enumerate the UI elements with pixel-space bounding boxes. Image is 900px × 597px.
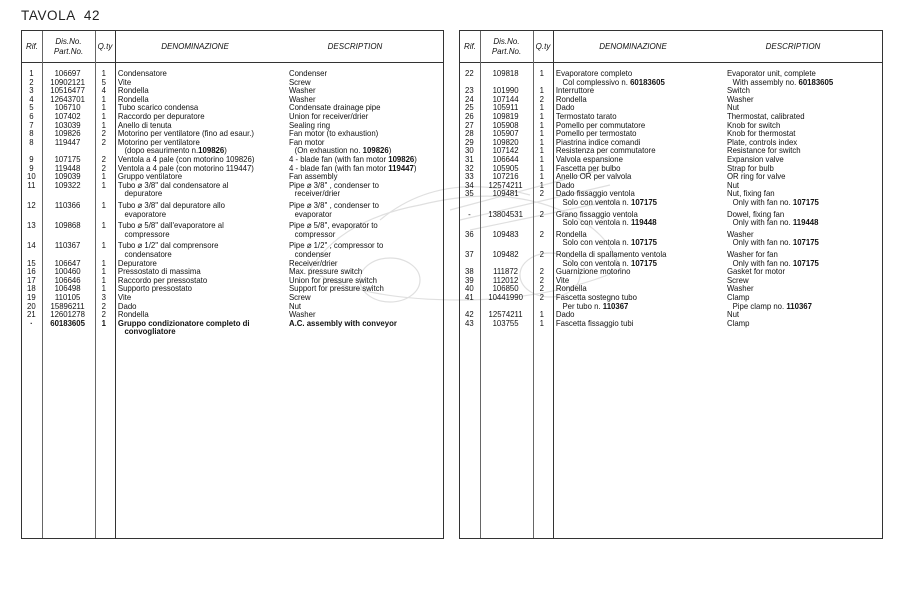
denominazione-cell: Dado — [555, 179, 575, 190]
rif-cell: 8 — [29, 136, 34, 147]
qty-cell: 1 — [539, 171, 544, 182]
rif-cell: 15 — [27, 257, 36, 268]
qty-cell: 1 — [539, 317, 544, 328]
denominazione-cell: Termostato tarato — [555, 111, 617, 121]
denominazione-cell: Rondella — [117, 85, 149, 96]
qty-cell: 1 — [101, 283, 106, 294]
qty-cell: 2 — [539, 188, 544, 199]
rif-cell: 2 — [29, 76, 34, 87]
rif-cell: 41 — [465, 292, 474, 302]
description-cell: Sealing ring — [288, 119, 331, 130]
denominazione-cell: Pressostato di massima — [117, 266, 201, 277]
denominazione-cell: Dado — [555, 102, 575, 113]
denominazione-cell: Resistenza per commutatore — [555, 145, 656, 156]
rif-cell: 16 — [27, 266, 36, 277]
qty-cell: 1 — [539, 179, 544, 190]
rif-cell: 11 — [27, 179, 36, 190]
rif-cell: 43 — [465, 317, 474, 328]
part-number-cell: 106710 — [54, 102, 81, 113]
part-number-cell: 103755 — [492, 317, 519, 328]
qty-cell: 2 — [539, 292, 544, 302]
qty-cell: 1 — [101, 240, 106, 251]
header-dis-no-label: Dis.No. — [493, 36, 520, 46]
description-cell: Thermostat, calibrated — [726, 111, 805, 121]
part-number-cell: 109868 — [54, 220, 81, 231]
part-number-cell: 106850 — [492, 283, 519, 294]
header-rif: Rif. — [26, 41, 38, 51]
denominazione-cell: Vite — [117, 292, 132, 302]
part-number-cell: 119447 — [54, 136, 81, 147]
description-cell: Washer — [288, 309, 316, 320]
qty-cell: 1 — [539, 119, 544, 130]
description-cell: Pipe ⌀ 5/8'', evaporator to — [288, 220, 378, 231]
rif-cell: 13 — [27, 220, 36, 231]
description-cell: Clamp — [726, 292, 750, 302]
header-part-no-label: Part.No. — [491, 46, 522, 56]
qty-cell: 1 — [539, 68, 544, 78]
header-denominazione: DENOMINAZIONE — [599, 41, 667, 51]
header-rif: Rif. — [464, 41, 476, 51]
description-cell: Pipe ⌀ 1/2'' , compressor to — [288, 240, 384, 251]
qty-cell: 1 — [539, 102, 544, 113]
denominazione-cell: evaporatore — [124, 208, 167, 219]
part-number-cell: 109482 — [492, 249, 519, 259]
part-number-cell: 107216 — [492, 171, 519, 182]
rif-cell: 23 — [465, 85, 474, 96]
header-description: DESCRIPTION — [765, 41, 821, 51]
qty-cell: 4 — [101, 85, 106, 96]
description-cell: 4 - blade fan (with fan motor 109826) — [288, 154, 417, 164]
denominazione-cell: Motorino per ventilatore — [117, 136, 200, 147]
qty-cell: 2 — [101, 300, 106, 311]
description-cell: Nut — [726, 309, 740, 320]
part-number-cell: 119448 — [54, 162, 81, 173]
rif-cell: 21 — [27, 309, 36, 320]
description-cell: Nut, fixing fan — [726, 188, 775, 199]
part-number-cell: 12601278 — [50, 309, 85, 320]
qty-cell: 1 — [101, 111, 106, 121]
rif-cell: - — [468, 208, 471, 219]
qty-cell: 1 — [101, 274, 106, 285]
qty-cell: 2 — [101, 136, 106, 147]
rif-cell: 1 — [29, 68, 34, 78]
description-cell: Washer — [726, 283, 754, 294]
denominazione-cell: Raccordo per pressostato — [117, 274, 208, 285]
denominazione-cell: Anello OR per valvola — [555, 171, 632, 182]
qty-cell: 2 — [101, 128, 106, 139]
qty-cell: 1 — [101, 102, 106, 113]
rif-cell: 12 — [27, 200, 36, 210]
part-number-cell: 13804531 — [488, 208, 523, 219]
description-cell: Knob for thermostat — [726, 128, 796, 139]
header-part-no — [42, 31, 95, 62]
header-denominazione: DENOMINAZIONE — [161, 41, 229, 51]
denominazione-cell: Solo con ventola n. 107175 — [562, 257, 658, 268]
denominazione-cell: Gruppo ventilatore — [117, 171, 183, 182]
rif-cell: 14 — [27, 240, 36, 251]
description-cell: Expansion valve — [726, 154, 784, 164]
qty-cell: 1 — [101, 119, 106, 130]
description-cell: Nut — [288, 300, 302, 311]
qty-cell: 1 — [101, 68, 106, 78]
rif-cell: 30 — [465, 145, 474, 156]
description-cell: Resistance for switch — [726, 145, 801, 156]
description-cell: Dowel, fixing fan — [726, 208, 785, 219]
qty-cell: 2 — [539, 228, 544, 239]
denominazione-cell: Fascetta per bulbo — [555, 162, 621, 173]
description-cell: Nut — [726, 179, 740, 190]
rif-cell: 26 — [465, 111, 474, 121]
denominazione-cell: Motorino per ventilatore (fino ad esaur.) — [117, 128, 255, 139]
rif-cell: 27 — [465, 119, 474, 130]
denominazione-cell: Dado — [555, 309, 575, 320]
denominazione-cell: Depuratore — [117, 257, 157, 268]
denominazione-cell: condensatore — [124, 249, 172, 259]
table-number: 42 — [83, 8, 101, 23]
denominazione-cell: (dopo esaurimento n.109826) — [124, 145, 227, 156]
rif-cell: 10 — [27, 171, 36, 182]
qty-cell: 1 — [101, 179, 106, 190]
title-label: TAVOLA — [21, 8, 76, 23]
qty-cell: 2 — [101, 309, 106, 320]
description-cell: Strap for bulb — [726, 162, 774, 173]
part-number-cell: 109481 — [492, 188, 519, 199]
description-cell: Screw — [726, 274, 749, 285]
rif-cell: 42 — [465, 309, 474, 320]
rif-cell: 19 — [27, 292, 36, 302]
description-cell: Condensate drainage pipe — [288, 102, 381, 113]
description-cell: Screw — [288, 292, 311, 302]
qty-cell: 1 — [101, 257, 106, 268]
qty-cell: 1 — [101, 220, 106, 231]
rif-cell: 33 — [465, 171, 474, 182]
description-cell: Max. pressure switch — [288, 266, 363, 277]
part-number-cell: 105908 — [492, 119, 519, 130]
description-cell: Union for pressure switch — [288, 274, 377, 285]
part-number-cell: 110366 — [54, 200, 81, 210]
part-number-cell: 12643701 — [50, 93, 85, 104]
denominazione-cell: Valvola espansione — [555, 154, 623, 164]
part-number-cell: 110105 — [54, 292, 81, 302]
denominazione-cell: Evaporatore completo — [555, 68, 633, 78]
description-cell: Evaporator unit, complete — [726, 68, 816, 78]
description-cell: evaporator — [294, 208, 332, 219]
denominazione-cell: Tubo ⌀ 3/8'' dal depuratore allo — [117, 200, 225, 210]
rif-cell: 36 — [465, 228, 474, 239]
qty-cell: 1 — [101, 171, 106, 182]
denominazione-cell: Tubo ⌀ 1/2'' dal comprensore — [117, 240, 219, 251]
description-cell: Pipe clamp no. 110367 — [732, 300, 812, 311]
denominazione-cell: Fascetta fissaggio tubi — [555, 317, 634, 328]
part-number-cell: 106644 — [492, 154, 519, 164]
qty-cell: 2 — [539, 266, 544, 277]
qty-cell: 2 — [101, 162, 106, 173]
header-part-no-label: Part.No. — [53, 46, 84, 56]
denominazione-cell: Rondella — [117, 93, 149, 104]
description-cell: Washer — [726, 228, 754, 239]
qty-cell: 1 — [539, 136, 544, 147]
denominazione-cell: Dado — [117, 300, 137, 311]
denominazione-cell: Per tubo n. 110367 — [562, 300, 629, 311]
qty-cell: 2 — [539, 249, 544, 259]
description-cell: Gasket for motor — [726, 266, 786, 277]
denominazione-cell: Rondella di spallamento ventola — [555, 249, 667, 259]
part-number-cell: 110367 — [54, 240, 81, 251]
rif-cell: 24 — [465, 93, 474, 104]
description-cell: receiver/drier — [294, 188, 341, 199]
part-number-cell: 107402 — [54, 111, 81, 121]
rif-cell: 25 — [465, 102, 474, 113]
part-number-cell: 109322 — [54, 179, 81, 190]
description-cell: Washer for fan — [726, 249, 778, 259]
denominazione-cell: Interruttore — [555, 85, 595, 96]
rif-cell: · — [30, 317, 33, 328]
rif-cell: 20 — [27, 300, 36, 311]
parts-table-left — [21, 30, 444, 539]
denominazione-cell: Tubo ⌀ 5/8'' dall'evaporatore al — [117, 220, 224, 231]
part-number-cell: 109483 — [492, 228, 519, 239]
description-cell: OR ring for valve — [726, 171, 786, 182]
rif-cell: 7 — [29, 119, 34, 130]
rif-cell: 31 — [465, 154, 474, 164]
header-qty: Q.ty — [535, 41, 551, 51]
description-cell: Only with fan no. 107175 — [732, 237, 819, 248]
description-cell: 4 - blade fan (with fan motor 119447) — [288, 162, 417, 173]
part-number-cell: 60183605 — [50, 317, 85, 328]
denominazione-cell: depuratore — [124, 188, 163, 199]
part-number-cell: 109820 — [492, 136, 519, 147]
denominazione-cell: Solo con ventola n. 107175 — [562, 197, 658, 207]
denominazione-cell: Pomello per commutatore — [555, 119, 646, 130]
rif-cell: 22 — [465, 68, 474, 78]
part-number-cell: 12574211 — [488, 309, 523, 320]
part-number-cell: 106647 — [54, 257, 81, 268]
part-number-cell: 15896211 — [50, 300, 85, 311]
description-cell: Switch — [726, 85, 750, 96]
denominazione-cell: convogliatore — [124, 326, 176, 337]
part-number-cell: 106498 — [54, 283, 81, 294]
denominazione-cell: Vite — [117, 76, 132, 87]
part-number-cell: 109826 — [54, 128, 81, 139]
rif-cell: 35 — [465, 188, 474, 199]
rif-cell: 32 — [465, 162, 474, 173]
header-dis-no-label: Dis.No. — [55, 36, 82, 46]
rif-cell: 4 — [29, 93, 34, 104]
header-part-no — [480, 31, 533, 62]
rif-cell: 39 — [465, 274, 474, 285]
table-header — [22, 31, 443, 63]
denominazione-cell: Vite — [555, 274, 570, 285]
part-number-cell: 109039 — [54, 171, 81, 182]
part-number-cell: 106697 — [54, 68, 81, 78]
rif-cell: 9 — [29, 162, 34, 173]
qty-cell: 1 — [101, 93, 106, 104]
description-cell: Fan motor — [288, 136, 325, 147]
denominazione-cell: Rondella — [117, 309, 149, 320]
denominazione-cell: Ventola a 4 pale (con motorino 109826) — [117, 154, 255, 164]
page-title — [21, 8, 100, 23]
denominazione-cell: Piastrina indice comandi — [555, 136, 641, 147]
description-cell: Only with fan no. 119448 — [732, 217, 819, 228]
description-cell: Knob for switch — [726, 119, 781, 130]
qty-cell: 2 — [539, 283, 544, 294]
qty-cell: 2 — [539, 93, 544, 104]
part-number-cell: 111872 — [493, 266, 519, 277]
description-cell: Screw — [288, 76, 311, 87]
rif-cell: 37 — [465, 249, 474, 259]
denominazione-cell: Ventola a 4 pale (con motorino 119447) — [117, 162, 254, 173]
part-number-cell: 107142 — [492, 145, 519, 156]
description-cell: Pipe ⌀ 3/8'' , condenser to — [288, 200, 380, 210]
qty-cell: 1 — [101, 200, 106, 210]
rif-cell: 5 — [29, 102, 34, 113]
rif-cell: 29 — [465, 136, 474, 147]
part-number-cell: 109818 — [492, 68, 519, 78]
part-number-cell: 112012 — [492, 274, 519, 285]
denominazione-cell: Fascetta sostegno tubo — [555, 292, 637, 302]
description-cell: Only with fan no. 107175 — [732, 257, 819, 268]
qty-cell: 1 — [539, 309, 544, 320]
description-cell: Only with fan no. 107175 — [732, 197, 819, 207]
description-cell: Support for pressure switch — [288, 283, 384, 294]
denominazione-cell: Col complessivo n. 60183605 — [562, 76, 665, 87]
part-number-cell: 10902121 — [50, 76, 85, 87]
part-number-cell: 103039 — [54, 119, 81, 130]
qty-cell: 2 — [101, 154, 106, 164]
description-cell: Washer — [726, 93, 754, 104]
qty-cell: 2 — [539, 274, 544, 285]
rif-cell: 28 — [465, 128, 474, 139]
qty-cell: 1 — [539, 154, 544, 164]
denominazione-cell: Raccordo per depuratore — [117, 111, 205, 121]
qty-cell: 3 — [101, 292, 106, 302]
part-number-cell: 107175 — [54, 154, 81, 164]
description-cell: Condenser — [288, 68, 328, 78]
description-cell: (On exhaustion no. 109826) — [294, 145, 392, 156]
description-cell: condenser — [294, 249, 332, 259]
rif-cell: 34 — [465, 179, 474, 190]
qty-cell: 1 — [539, 128, 544, 139]
denominazione-cell: Pomello per termostato — [555, 128, 637, 139]
part-number-cell: 105911 — [492, 102, 519, 113]
description-cell: Fan assembly — [288, 171, 338, 182]
rif-cell: 8 — [29, 128, 34, 139]
denominazione-cell: Guarnizione motorino — [555, 266, 631, 277]
denominazione-cell: Anello di tenuta — [117, 119, 172, 130]
rif-cell: 17 — [27, 274, 36, 285]
denominazione-cell: Rondella — [555, 283, 587, 294]
part-number-cell: 107144 — [492, 93, 519, 104]
description-cell: Nut — [726, 102, 740, 113]
rif-cell: 40 — [465, 283, 474, 294]
denominazione-cell: Solo con ventola n. 119448 — [562, 217, 657, 228]
description-cell: Washer — [288, 85, 316, 96]
description-cell: Washer — [288, 93, 316, 104]
description-cell: Union for receiver/drier — [288, 111, 369, 121]
rif-cell: 18 — [27, 283, 36, 294]
denominazione-cell: Tubo scarico condensa — [117, 102, 199, 113]
rif-cell: 38 — [465, 266, 474, 277]
description-cell: Fan motor (to exhaustion) — [288, 128, 379, 139]
description-cell: Pipe ⌀ 3/8'' , condenser to — [288, 179, 380, 190]
header-description: DESCRIPTION — [327, 41, 383, 51]
qty-cell: 1 — [539, 162, 544, 173]
qty-cell: 1 — [539, 145, 544, 156]
description-cell: With assembly no. 60183605 — [732, 76, 834, 87]
qty-cell: 5 — [101, 76, 106, 87]
denominazione-cell: Solo con ventola n. 107175 — [562, 237, 658, 248]
denominazione-cell: Rondella — [555, 228, 587, 239]
denominazione-cell: Gruppo condizionatore completo di — [117, 317, 250, 328]
description-cell: Plate, controls index — [726, 136, 798, 147]
qty-cell: 2 — [539, 208, 544, 219]
part-number-cell: 10441990 — [488, 292, 523, 302]
description-cell: compressor — [294, 228, 336, 239]
part-number-cell: 10516477 — [50, 85, 85, 96]
part-number-cell: 106646 — [54, 274, 81, 285]
denominazione-cell: Condensatore — [117, 68, 167, 78]
header-qty: Q.ty — [97, 41, 113, 51]
denominazione-cell: compressore — [124, 228, 170, 239]
part-number-cell: 105905 — [492, 162, 519, 173]
qty-cell: 1 — [101, 266, 106, 277]
denominazione-cell: Dado fissaggio ventola — [555, 188, 635, 199]
rif-cell: 6 — [29, 111, 34, 121]
denominazione-cell: Grano fissaggio ventola — [555, 208, 638, 219]
description-cell: Clamp — [726, 317, 750, 328]
rif-cell: 3 — [29, 85, 34, 96]
rif-cell: 9 — [29, 154, 34, 164]
description-cell: Receiver/drier — [288, 257, 338, 268]
qty-cell: 1 — [539, 85, 544, 96]
denominazione-cell: Supporto pressostato — [117, 283, 193, 294]
part-number-cell: 105907 — [492, 128, 519, 139]
part-number-cell: 109819 — [492, 111, 519, 121]
table-header — [460, 31, 882, 63]
qty-cell: 1 — [539, 111, 544, 121]
part-number-cell: 12574211 — [488, 179, 523, 190]
parts-table-right — [459, 30, 883, 539]
denominazione-cell: Rondella — [555, 93, 587, 104]
part-number-cell: 101990 — [492, 85, 519, 96]
denominazione-cell: Tubo ⌀ 3/8'' dal condensatore al — [117, 179, 229, 190]
part-number-cell: 100460 — [54, 266, 81, 277]
qty-cell: 1 — [101, 317, 106, 328]
description-cell: A.C. assembly with conveyor — [288, 317, 397, 328]
